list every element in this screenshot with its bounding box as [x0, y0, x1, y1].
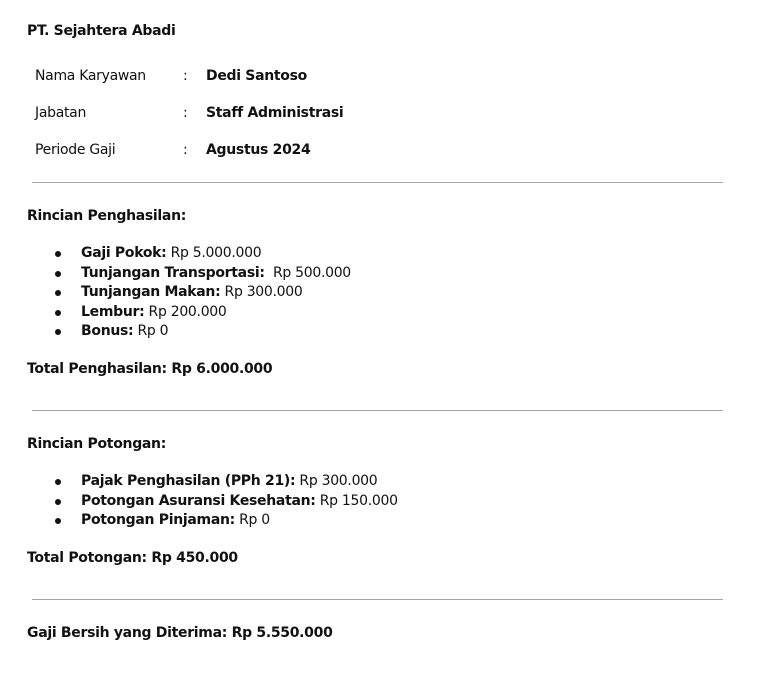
- deductions-heading: Rincian Potongan:: [27, 436, 167, 452]
- bullet-icon: [55, 518, 61, 524]
- earnings-total: Total Penghasilan: Rp 6.000.000: [27, 361, 273, 377]
- item-label: Tunjangan Makan:: [81, 284, 221, 301]
- item-label: Lembur:: [81, 303, 145, 320]
- info-label-name: Nama Karyawan: [35, 68, 146, 84]
- bullet-icon: [55, 290, 61, 296]
- earnings-list: [55, 244, 351, 342]
- item-label: Potongan Pinjaman:: [81, 512, 235, 529]
- list-item: [55, 244, 351, 264]
- net-pay: Gaji Bersih yang Diterima: Rp 5.550.000: [27, 625, 333, 641]
- list-item: [55, 303, 351, 323]
- info-label-period: Periode Gaji: [35, 142, 116, 158]
- bullet-icon: [55, 479, 61, 485]
- divider: [32, 599, 723, 600]
- list-item: [55, 264, 351, 284]
- info-separator: :: [183, 105, 188, 121]
- bullet-icon: [55, 310, 61, 316]
- info-separator: :: [183, 142, 188, 158]
- info-value-name: Dedi Santoso: [206, 68, 307, 84]
- list-item: [55, 511, 398, 531]
- bullet-icon: [55, 251, 61, 257]
- item-value: Rp 150.000: [315, 492, 398, 509]
- info-value-position: Staff Administrasi: [206, 105, 344, 121]
- deductions-list: [55, 472, 398, 531]
- item-label: Bonus:: [81, 323, 134, 340]
- divider: [32, 182, 723, 183]
- item-value: Rp 0: [234, 512, 270, 529]
- list-item: [55, 283, 351, 303]
- company-name: PT. Sejahtera Abadi: [27, 23, 176, 39]
- info-separator: :: [183, 68, 188, 84]
- item-label: Pajak Penghasilan (PPh 21):: [81, 473, 296, 489]
- item-label: Potongan Asuransi Kesehatan:: [81, 492, 316, 509]
- deductions-total: Total Potongan: Rp 450.000: [27, 550, 238, 566]
- info-label-position: Jabatan: [35, 105, 87, 121]
- item-value: Rp 200.000: [144, 303, 227, 320]
- item-value: Rp 500.000: [264, 264, 351, 281]
- item-label: Tunjangan Transportasi:: [81, 264, 265, 281]
- list-item: [55, 322, 351, 342]
- info-value-period: Agustus 2024: [206, 142, 311, 158]
- item-value: Rp 0: [133, 323, 169, 340]
- divider: [32, 410, 723, 411]
- item-value: Rp 300.000: [220, 284, 303, 301]
- earnings-heading: Rincian Penghasilan:: [27, 208, 187, 224]
- item-label: Gaji Pokok:: [81, 245, 167, 261]
- bullet-icon: [55, 329, 61, 335]
- list-item: [55, 492, 398, 512]
- item-value: Rp 5.000.000: [166, 245, 262, 261]
- list-item: [55, 472, 398, 492]
- bullet-icon: [55, 499, 61, 505]
- bullet-icon: [55, 271, 61, 277]
- item-value: Rp 300.000: [295, 473, 378, 489]
